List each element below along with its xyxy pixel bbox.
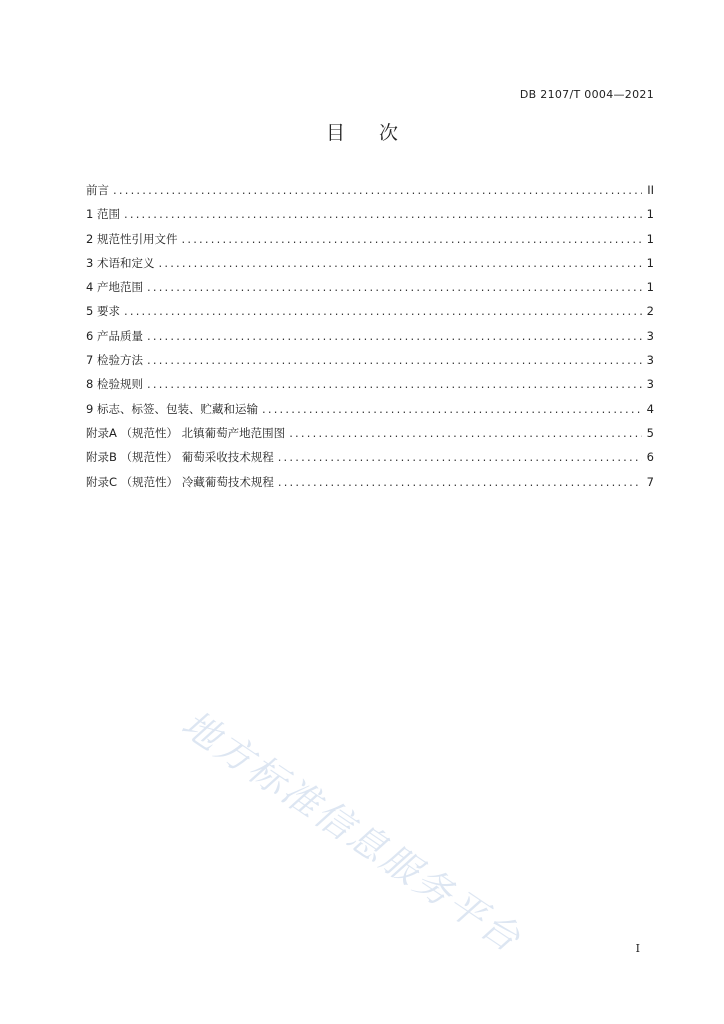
toc-entry-requirements[interactable]: [86, 304, 654, 328]
toc-leader-dots: [124, 304, 642, 318]
toc-entry-marking-packaging[interactable]: [86, 402, 654, 426]
toc-label: 附录C （规范性） 冷藏葡萄技术规程: [86, 474, 274, 489]
toc-page-number: 1: [646, 280, 654, 295]
toc-page-number: 1: [646, 255, 654, 270]
page-title: [0, 118, 724, 145]
toc-leader-dots: [278, 450, 642, 464]
toc-page-number: II: [647, 183, 654, 197]
toc-page-number: 3: [646, 328, 654, 343]
toc-page-number: 3: [646, 377, 654, 392]
toc-page-number: 1: [646, 231, 654, 246]
toc-entry-foreword[interactable]: [86, 183, 654, 207]
toc-entry-origin-area[interactable]: [86, 280, 654, 304]
toc-label: 5 要求: [86, 304, 120, 319]
toc-leader-dots: [147, 353, 642, 367]
toc-entry-appendix-b[interactable]: [86, 450, 654, 474]
toc-leader-dots: [181, 232, 642, 246]
toc-label: 前言: [86, 183, 109, 197]
toc-page-number: 6: [646, 450, 654, 465]
table-of-contents: [86, 183, 654, 499]
toc-leader-dots: [113, 183, 642, 197]
toc-label: 4 产地范围: [86, 280, 143, 295]
toc-entry-terms[interactable]: [86, 256, 654, 280]
toc-label: 附录B （规范性） 葡萄采收技术规程: [86, 450, 274, 465]
toc-label: 7 检验方法: [86, 353, 143, 368]
toc-leader-dots: [262, 402, 642, 416]
toc-entry-inspection-rules[interactable]: [86, 377, 654, 401]
page-number: I: [635, 942, 640, 955]
toc-leader-dots: [147, 329, 642, 343]
toc-leader-dots: [278, 475, 642, 489]
toc-label: 附录A （规范性） 北镇葡萄产地范围图: [86, 425, 286, 440]
toc-entry-appendix-c[interactable]: [86, 475, 654, 499]
toc-leader-dots: [289, 426, 642, 440]
toc-page-number: 3: [646, 353, 654, 368]
toc-page-number: 1: [646, 207, 654, 222]
toc-leader-dots: [158, 256, 642, 270]
toc-entry-appendix-a[interactable]: [86, 426, 654, 450]
standard-code: DB 2107/T 0004—2021: [519, 88, 654, 101]
title-char-1: 目: [325, 122, 345, 144]
toc-page-number: 5: [646, 425, 654, 440]
toc-page-number: 4: [646, 401, 654, 416]
toc-page-number: 2: [646, 304, 654, 319]
title-char-2: 次: [379, 122, 399, 144]
watermark-text: 地方标准信息服务平台: [174, 702, 530, 962]
toc-label: 6 产品质量: [86, 328, 143, 343]
toc-leader-dots: [147, 377, 642, 391]
toc-leader-dots: [147, 280, 642, 294]
toc-label: 2 规范性引用文件: [86, 231, 178, 246]
toc-page-number: 7: [646, 474, 654, 489]
toc-leader-dots: [124, 207, 642, 221]
toc-entry-scope[interactable]: [86, 207, 654, 231]
toc-entry-normative-references[interactable]: [86, 232, 654, 256]
toc-entry-test-methods[interactable]: [86, 353, 654, 377]
toc-label: 8 检验规则: [86, 377, 143, 392]
toc-label: 1 范围: [86, 207, 120, 222]
toc-label: 9 标志、标签、包装、贮藏和运输: [86, 401, 258, 416]
toc-entry-product-quality[interactable]: [86, 329, 654, 353]
toc-label: 3 术语和定义: [86, 255, 155, 270]
